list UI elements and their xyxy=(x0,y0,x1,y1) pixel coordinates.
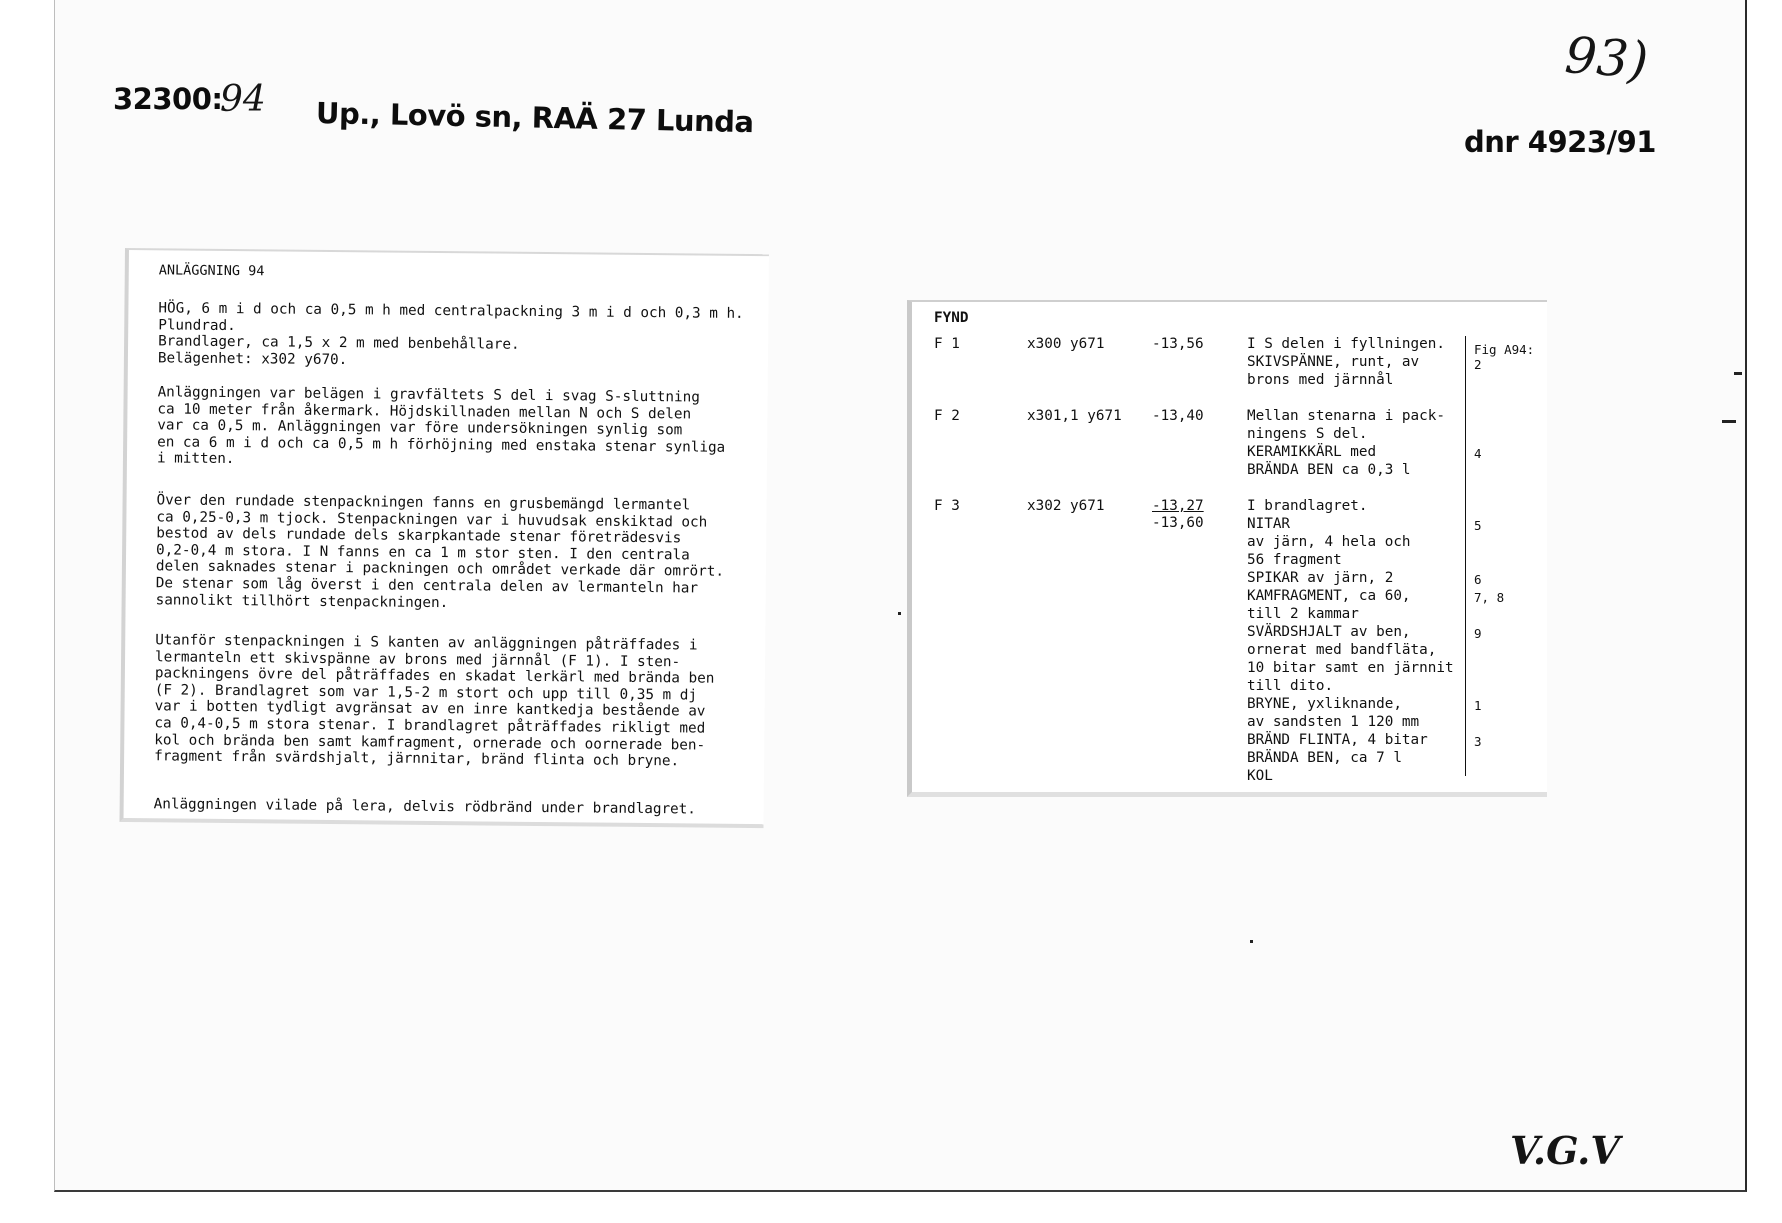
find-description-line: SKIVSPÄNNE, runt, av xyxy=(1247,354,1420,370)
find-coordinates: x300 y671 xyxy=(1027,336,1105,352)
find-id: F 1 xyxy=(934,336,960,352)
feature-description-sheet xyxy=(119,248,768,828)
find-depth: -13,56 xyxy=(1152,336,1204,352)
find-depth: -13,40 xyxy=(1152,408,1204,424)
find-depth: -13,60 xyxy=(1152,515,1204,531)
scan-mark xyxy=(898,612,901,615)
find-description-line: 10 bitar samt en järnnit xyxy=(1247,660,1454,676)
find-figure-ref: 2 xyxy=(1474,357,1482,372)
find-coordinates: x302 y671 xyxy=(1027,498,1105,514)
description-paragraph: Över den rundade stenpackningen fanns en grusbemängd lermantel ca 0,25-0,3 m tjock. Stenpackningen var i huvudsak enskiktad och bestod av dels rundade dels skarpkantade stenar företrädesvis 0,2-0,4 m stora. I N fanns en ca 1 m stor sten. I den centrala delen saknades stenar i packningen och området verkade där omrört. De stenar som låg överst i den centrala delen av lermanteln har sannolikt tillhört stenpackningen. xyxy=(155,492,725,611)
accession-number: 32300: xyxy=(113,82,223,116)
handwritten-signature: V.G.V xyxy=(1510,1128,1620,1173)
column-divider xyxy=(1465,336,1466,776)
find-figure-ref: 6 xyxy=(1474,572,1482,587)
find-id: F 2 xyxy=(934,408,960,424)
find-description-line: BRÄND FLINTA, 4 bitar xyxy=(1247,732,1428,748)
find-description-line: SVÄRDSHJALT av ben, xyxy=(1247,624,1411,640)
find-description-line: KOL xyxy=(1247,768,1273,784)
find-id: F 3 xyxy=(934,498,960,514)
find-description-line: I brandlagret. xyxy=(1247,498,1368,514)
find-description-line: BRÄNDA BEN ca 0,3 l xyxy=(1247,462,1411,478)
find-description-line: brons med järnnål xyxy=(1247,372,1394,388)
find-description-line: ornerat med bandfläta, xyxy=(1247,642,1437,658)
finds-sheet xyxy=(907,300,1547,797)
feature-title: ANLÄGGNING 94 xyxy=(158,262,265,280)
find-description-line: SPIKAR av järn, 2 xyxy=(1247,570,1394,586)
scan-mark xyxy=(1734,372,1742,375)
find-description-line: till dito. xyxy=(1247,678,1334,694)
find-description-line: till 2 kammar xyxy=(1247,606,1359,622)
find-figure-ref: 4 xyxy=(1474,446,1482,461)
registry-number: dnr 4923/91 xyxy=(1464,125,1656,159)
description-paragraph: HÖG, 6 m i d och ca 0,5 m h med centralpackning 3 m i d och 0,3 m h. Plundrad. Brandlager, ca 1,5 x 2 m med benbehållare. Belägenhet: x302 y670. xyxy=(157,300,744,368)
find-figure-ref: 1 xyxy=(1474,698,1482,713)
find-description-line: KAMFRAGMENT, ca 60, xyxy=(1247,588,1411,604)
find-description-line: NITAR xyxy=(1247,516,1291,532)
site-location: Up., Lovö sn, RAÄ 27 Lunda xyxy=(315,96,754,140)
find-description-line: BRÄNDA BEN, ca 7 l xyxy=(1247,750,1402,766)
handwritten-card-number: 94 xyxy=(220,79,266,120)
scan-mark xyxy=(1250,940,1253,943)
handwritten-page-number: 93) xyxy=(1563,26,1651,90)
figure-column-header: Fig A94: xyxy=(1474,342,1535,357)
find-description-line: av järn, 4 hela och xyxy=(1247,534,1411,550)
find-figure-ref: 5 xyxy=(1474,518,1482,533)
find-description-line: 56 fragment xyxy=(1247,552,1342,568)
find-coordinates: x301,1 y671 xyxy=(1027,408,1122,424)
find-description-line: ningens S del. xyxy=(1247,426,1368,442)
description-paragraph: Anläggningen var belägen i gravfältets S del i svag S-sluttning ca 10 meter från åkermark. Höjdskillnaden mellan N och S delen var ca 0,5 m. Anläggningen var före undersökningen synlig som en ca 6 m i d och ca 0,5 m h förhöjning med enstaka stenar synliga i mitten. xyxy=(156,384,726,468)
description-paragraph: Utanför stenpackningen i S kanten av anläggningen påträffades i lermanteln ett skivspänne av brons med järnnål (F 1). I sten- packningens övre del påträffades en skadat lerkärl med brända ben (F 2). Brandlagret som var 1,5-2 m stort och upp till 0,35 m dj var i botten tydligt avgränsat av en inre kantkedja bestående av ca 0,4-0,5 m stora stenar. I brandlagret påträffades rikligt med kol och brända ben samt kamfragment, ornerade och oornerade ben- fragment från svärdshjalt, järnnitar, bränd flinta och bryne. xyxy=(154,632,715,770)
find-description-line: av sandsten 1 120 mm xyxy=(1247,714,1420,730)
find-description-line: Mellan stenarna i pack- xyxy=(1247,408,1445,424)
scan-mark xyxy=(1722,420,1736,423)
description-paragraph: Anläggningen vilade på lera, delvis rödbränd under brandlagret. xyxy=(153,796,696,818)
find-figure-ref: 7, 8 xyxy=(1474,590,1505,605)
finds-title: FYND xyxy=(934,310,969,326)
find-description-line: BRYNE, yxliknande, xyxy=(1247,696,1402,712)
find-depth: -13,27 xyxy=(1152,498,1204,514)
find-figure-ref: 3 xyxy=(1474,734,1482,749)
find-description-line: I S delen i fyllningen. xyxy=(1247,336,1445,352)
find-figure-ref: 9 xyxy=(1474,626,1482,641)
find-description-line: KERAMIKKÄRL med xyxy=(1247,444,1377,460)
